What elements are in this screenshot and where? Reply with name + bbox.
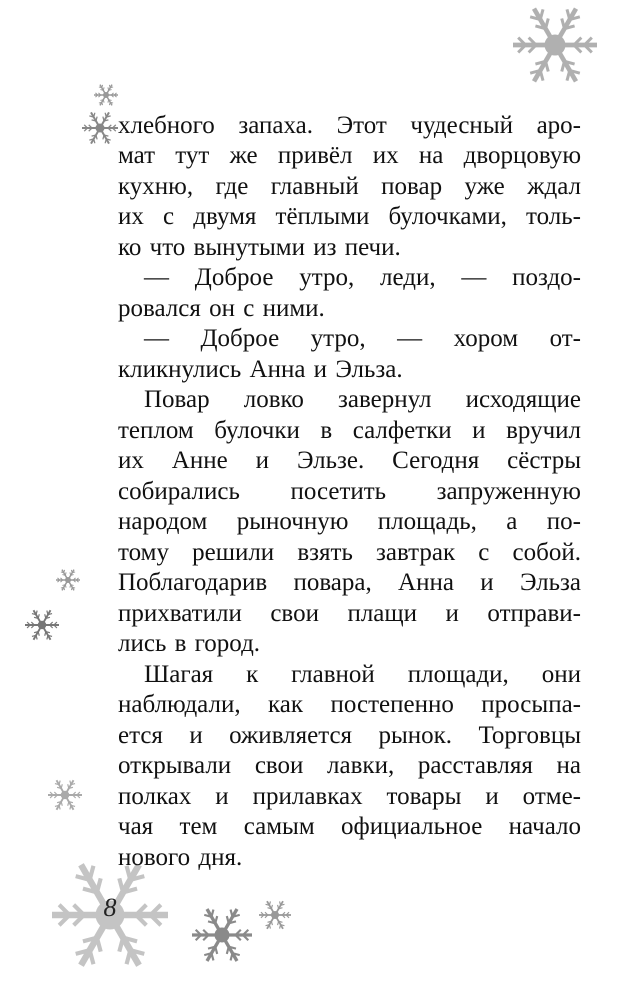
snowflake-icon (25, 608, 59, 642)
snowflake-icon (82, 110, 118, 146)
text-line: кликнулись Анна и Эльза. (118, 355, 403, 383)
page-body-text (118, 111, 581, 874)
text-line: кухню, где главный повар уже ждал (118, 172, 581, 200)
text-line: их с двумя тёплыми булочками, толь- (118, 203, 581, 231)
text-line: нового дня. (118, 843, 243, 871)
snowflake-icon (192, 905, 252, 965)
text-line: Поблагодарив повара, Анна и Эльза (118, 569, 581, 597)
text-line: полках и прилавках товары и отме- (118, 782, 581, 810)
text-line: ется и оживляется рынок. Торговцы (118, 721, 581, 749)
text-line: тому решили взять завтрак с собой. (118, 538, 581, 566)
text-line: Повар ловко завернул исходящие (144, 386, 581, 414)
text-line: Шагая к главной площади, они (144, 660, 581, 688)
text-line: собирались посетить запруженную (118, 477, 581, 505)
page-number: 8 (103, 893, 117, 922)
text-line: чая тем самым официальное начало (118, 813, 581, 841)
snowflake-icon (48, 778, 82, 812)
text-line: народом рыночную площадь, а по- (118, 508, 581, 536)
text-line: их Анне и Эльзе. Сегодня сёстры (118, 447, 581, 475)
text-line: — Доброе утро, леди, — поздо- (144, 264, 581, 292)
text-line: прихватили свои плащи и отправи- (118, 599, 581, 627)
text-line: наблюдали, как постепенно просыпа- (118, 691, 581, 719)
text-line: мат тут же привёл их на дворцовую (118, 142, 581, 170)
text-line: лись в город. (118, 630, 261, 658)
text-line: хлебного запаха. Этот чудесный аро- (118, 111, 581, 139)
text-line: ровался он с ними. (118, 294, 325, 322)
snowflake-icon (94, 83, 118, 107)
text-line: открывали свои лавки, расставляя на (118, 752, 581, 780)
text-line: — Доброе утро, — хором от- (144, 325, 581, 353)
text-line: теплом булочки в салфетки и вручил (118, 416, 581, 444)
text-line: ко что вынутыми из печи. (118, 233, 401, 261)
snowflake-icon (56, 568, 80, 592)
snowflake-icon (259, 899, 291, 931)
snowflake-icon (513, 3, 597, 87)
